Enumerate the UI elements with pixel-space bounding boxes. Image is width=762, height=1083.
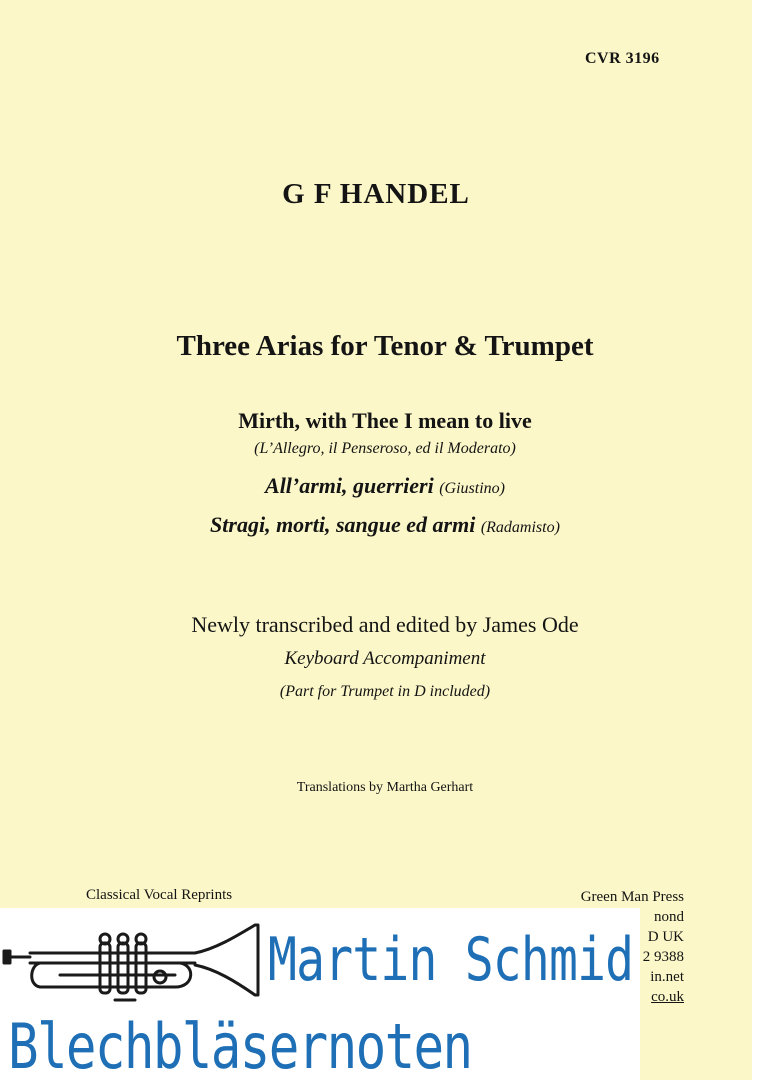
aria-3-source: (Radamisto): [480, 519, 560, 536]
publisher-line: nond: [654, 909, 684, 925]
brand-line-2: Blechbläsernoten: [8, 1010, 472, 1083]
publisher-line: in.net: [650, 969, 684, 985]
editor-credit: Newly transcribed and edited by James Ode: [191, 612, 579, 637]
aria-2-title: All’armi, guerrieri: [265, 473, 434, 498]
aria-2: [0, 473, 762, 499]
publisher-left: Classical Vocal Reprints: [86, 887, 233, 903]
publisher-line: co.uk: [651, 989, 684, 1005]
aria-1-source: (L’Allegro, il Penseroso, ed il Moderato): [254, 440, 516, 457]
aria-1-title: Mirth, with Thee I mean to live: [238, 408, 532, 433]
brand-line-1: Martin Schmid: [268, 925, 634, 995]
composer-name: G F HANDEL: [282, 178, 470, 210]
publisher-line: Green Man Press: [580, 889, 684, 905]
accompaniment-note: Keyboard Accompaniment: [284, 648, 486, 669]
aria-2-source: (Giustino): [439, 480, 505, 497]
trumpet-icon: [0, 915, 270, 1015]
catalog-number: CVR 3196: [585, 50, 660, 67]
trumpet-part-note: (Part for Trumpet in D included): [279, 683, 491, 700]
aria-3-title: Stragi, morti, sangue ed armi: [210, 512, 476, 537]
score-title: Three Arias for Tenor & Trumpet: [176, 330, 594, 362]
page-edge: [752, 0, 762, 1080]
aria-3: [0, 512, 762, 538]
translation-credit: Translations by Martha Gerhart: [296, 780, 474, 795]
publisher-line: D UK: [647, 929, 684, 945]
publisher-line: 2 9388: [642, 949, 684, 965]
